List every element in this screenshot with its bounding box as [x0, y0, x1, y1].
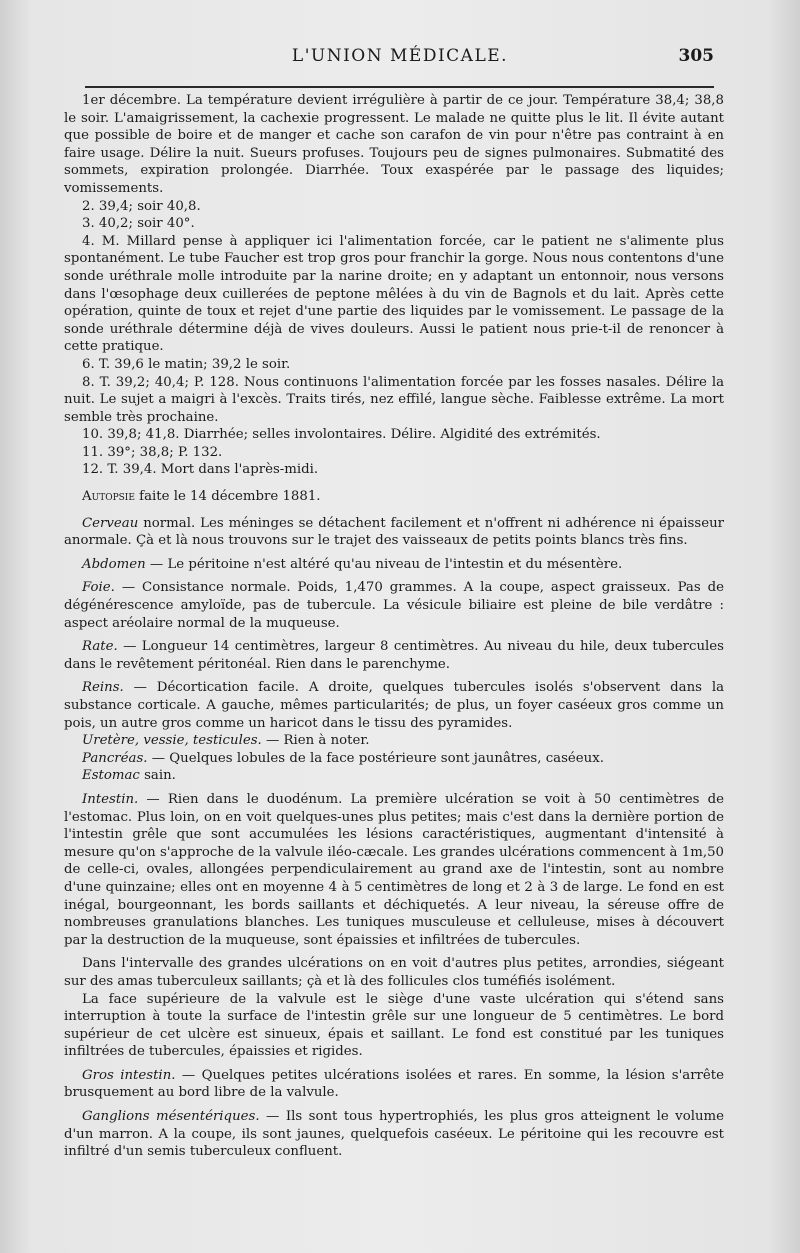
section-label: Uretère, vessie, testicules.: [82, 733, 262, 749]
section-abdomen: [64, 556, 724, 574]
section-label: Abdomen: [82, 556, 146, 572]
section-label: Pancréas.: [82, 750, 148, 766]
section-reins: [64, 679, 724, 732]
section-foie: [64, 579, 724, 632]
section-text: normal. Les méninges se détachent facilement et n'offrent ni adhérence ni épaisseur anormale. Çà et là nous trouvons sur le trajet des vaisseaux de petits points blancs très fins.: [64, 515, 724, 549]
section-uretere: [64, 732, 724, 750]
section-intestin: [64, 791, 724, 949]
paragraph-dec-12: 12. T. 39,4. Mort dans l'après-midi.: [82, 462, 319, 478]
paragraph-dec-1: 1er décembre. La température devient irrégulière à partir de ce jour. Température 38,4; 38,8 le soir. L'amaigrissement, la cachexie progressent. Le malade ne quitte plus le lit. Il évite autant que possible de boire et de manger et cache son carafon de vin pour n'être pas contraint à en faire usage. Délire la nuit. Sueurs profuses. Toujours peu de signes pulmonaires. Submatité des sommets, expiration prolongée. Diarrhée. Toux exaspérée par le passage des liquides; vomissements.: [64, 93, 724, 196]
section-text: — Rien à noter.: [265, 733, 370, 749]
section-label: Intestin.: [82, 791, 139, 807]
section-label: Reins.: [82, 680, 124, 696]
section-ganglions: [64, 1108, 724, 1161]
section-text: — Quelques lobules de la face postérieure sont jaunâtres, caséeux.: [151, 750, 604, 766]
section-text: — Décortication facile. A droite, quelques tubercules isolés s'observent dans la substance corticale. A gauche, mêmes particularités; de plus, un foyer caséeux gros comme un pois, un autre gros comme un haricot dans le tissu des pyramides.: [64, 680, 724, 731]
section-text: — Longueur 14 centimètres, largeur 8 centimètres. Au niveau du hile, deux tubercules dans le revêtement péritonéal. Rien dans le parenchyme.: [64, 639, 724, 672]
paragraph-dec-2: 2. 39,4; soir 40,8.: [82, 198, 201, 214]
section-label: Foie.: [82, 580, 115, 596]
autopsy-label: Autopsie: [82, 489, 135, 505]
section-text: — Le péritoine n'est altéré qu'au niveau de l'intestin et du mésentère.: [149, 556, 623, 572]
section-label: Estomac: [82, 768, 140, 784]
page-header: [0, 46, 800, 76]
section-text: — Consistance normale. Poids, 1,470 grammes. A la coupe, aspect graisseux. Pas de dégénérescence amyloïde, pas de tubercule. La vésicule biliaire est pleine de bile verdâtre : aspect aréolaire normal de la muqueuse.: [64, 580, 724, 631]
section-rate: [64, 638, 724, 673]
section-pancreas: [64, 750, 724, 768]
section-label: Gros intestin.: [82, 1067, 176, 1083]
section-text: — Rien dans le duodénum. La première ulcération se voit à 50 centimètres de l'estomac. Plus loin, on en voit quelques-unes plus petites; mais c'est dans la dernière portion de l'intestin grêle que sont accumulées les lésions caractéristiques, augmentant d'intensité à mesure qu'on s'approche de la valvule iléo-cæcale. Les grandes ulcérations commencent à 1m,50 de celle-ci, ovales, allongées perpendiculairement au grand axe de l'intestin, sont au nombre d'une quinzaine; elles ont en moyenne 4 à 5 centimètres de long et 2 à 3 de large. Le fond en est inégal, bourgeonnant, les bords saillants et déchiquetés. A leur niveau, la séreuse offre de nombreuses granulations blanches. Les tuniques musculeuse et celluleuse, mises à découvert par la destruction de la muqueuse, sont épaissies et infiltrées de tubercules.: [64, 791, 724, 948]
section-text: Dans l'intervalle des grandes ulcérations on en voit d'autres plus petites, arrondies, siégeant sur des amas tuberculeux saillants; çà et là des follicules clos tuméfiés isolément.: [64, 956, 724, 989]
section-cerveau: [64, 515, 724, 550]
paragraph-dec-11: 11. 39°; 38,8; P. 132.: [82, 444, 223, 460]
page-number: 305: [678, 46, 714, 66]
section-text: — Ils sont tous hypertrophiés, les plus gros atteignent le volume d'un marron. A la coupe, ils sont jaunes, quelquefois caséeux. Le péritoine qui les recouvre est infiltré d'un semis tuberculeux confluent.: [64, 1109, 724, 1160]
paragraph-dec-4: 4. M. Millard pense à appliquer ici l'alimentation forcée, car le patient ne s'alimente plus spontanément. Le tube Faucher est trop gros pour franchir la gorge. Nous nous contentons d'une sonde uréthrale molle introduite par la narine droite; en y adaptant un entonnoir, nous versons dans l'œsophage deux cuillerées de peptone mêlées à du vin de Bagnols et du lait. Après cette opération, quinte de toux et rejet d'une partie des liquides par le vomissement. Le passage de la sonde uréthrale détermine déjà de vives douleurs. Aussi le patient nous prie-t-il de renoncer à cette pratique.: [64, 233, 724, 355]
header-rule: [85, 86, 714, 88]
body-text: [64, 92, 724, 1161]
section-text: sain.: [144, 768, 176, 784]
paragraph-dec-8: 8. T. 39,2; 40,4; P. 128. Nous continuons l'alimentation forcée par les fosses nasales. Délire la nuit. Le sujet a maigri à l'excès. Traits tirés, nez effilé, langue sèche. Faiblesse extrême. La mort semble très prochaine.: [64, 374, 724, 425]
paragraph-dec-3: 3. 40,2; soir 40°.: [82, 216, 195, 232]
section-text: La face supérieure de la valvule est le siège d'une vaste ulcération qui s'étend sans interruption à toute la surface de l'intestin grêle sur une longueur de 5 centimètres. Le bord supérieur de cet ulcère est sinueux, épais et saillant. Le fond est constitué par les tuniques infiltrées de tubercules, épaissies et rigides.: [64, 991, 724, 1060]
running-title: L'UNION MÉDICALE.: [291, 46, 509, 66]
section-label: Rate.: [82, 639, 118, 655]
paragraph-dec-10: 10. 39,8; 41,8. Diarrhée; selles involontaires. Délire. Algidité des extrémités.: [82, 427, 601, 443]
section-label: Cerveau: [82, 515, 139, 531]
paragraph-dec-6: 6. T. 39,6 le matin; 39,2 le soir.: [82, 356, 291, 372]
section-estomac: [64, 767, 724, 785]
section-text: — Quelques petites ulcérations isolées et rares. En somme, la lésion s'arrête brusquement au bord libre de la valvule.: [64, 1067, 724, 1101]
section-label: Ganglions mésentériques.: [82, 1109, 260, 1125]
section-intervalle: [64, 955, 724, 990]
section-valvule: [64, 991, 724, 1061]
autopsy-heading: [64, 488, 724, 506]
autopsy-date: faite le 14 décembre 1881.: [139, 489, 321, 505]
section-gros-intestin: [64, 1067, 724, 1102]
